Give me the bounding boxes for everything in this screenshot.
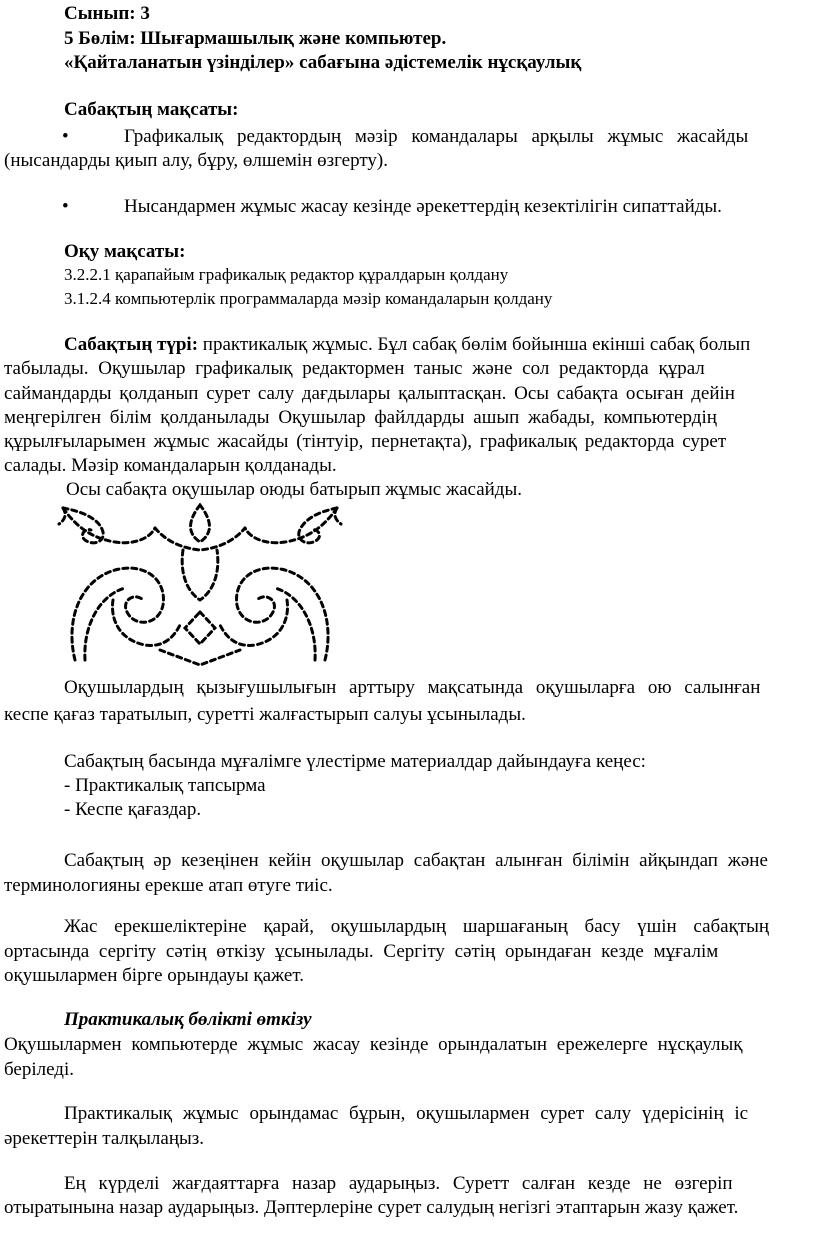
learning-goal-2: 3.1.2.4 компьютерлік программаларда мәзір командаларын қолдану xyxy=(64,289,553,308)
p6-line-2: әрекеттерін талқылаңыз. xyxy=(4,1128,205,1149)
p1-line-1: Оқушылардың қызығушылығын арттыру мақсатында оқушыларға ою салынған xyxy=(64,677,761,698)
p4-line-2: ортасында сергіту сәтің өткізу ұсынылады. Сергіту сәтің орындаған кезде мұғалім xyxy=(4,941,719,962)
p4-line-1: Жас ерекшеліктеріне қарай, оқушылардың шаршағаның басу үшін сабақтың xyxy=(64,916,770,937)
dotted-ornament-pattern-icon xyxy=(55,500,345,670)
p6-line-1: Практикалық жұмыс орындамас бұрын, оқушылармен сурет салу үдерісінің іс xyxy=(64,1103,749,1124)
lesson-goal-2: Нысандармен жұмыс жасау кезінде әрекеттердің кезектілігін сипаттайды. xyxy=(124,196,722,217)
section-line: 5 Бөлім: Шығармашылық және компьютер. xyxy=(64,28,447,49)
lesson-type-line-5: құрылғыларымен жұмыс жасайды (тінтуір, пернетақта), графикалық редакторда сурет xyxy=(4,431,727,452)
lesson-type-text: практикалық жұмыс. Бұл сабақ бөлім бойынша екінші сабақ болып xyxy=(202,334,751,355)
lesson-type-line-1 xyxy=(64,333,750,357)
lesson-type-line-2: табылады. Оқушылар графикалық редактормен таныс және сол редакторда құрал xyxy=(4,358,705,379)
p7-line-1: Ең күрделі жағдаяттарға назар аударыңыз. Суретт салған кезде не өзгеріп xyxy=(64,1173,733,1194)
lesson-goal-1-line-1: Графикалық редактордың мәзір командалары арқылы жұмыс жасайды xyxy=(124,126,749,147)
p1-line-2: кеспе қағаз таратылып, суретті жалғастырып салуы ұсынылады. xyxy=(4,704,526,725)
p4-line-3: оқушылармен бірге орындауы қажет. xyxy=(4,965,304,986)
lesson-type-label: Сабақтың түрі: xyxy=(64,334,199,355)
bullet-icon: • xyxy=(62,126,69,147)
lesson-goal-1-line-2: (нысандарды қиып алу, бұру, өлшемін өзгерту). xyxy=(4,150,388,171)
lesson-type-line-7: Осы сабақта оқушылар оюды батырып жұмыс жасайды. xyxy=(66,479,522,500)
p3-line-2: терминологияны ерекше атап өтуге тиіс. xyxy=(4,875,333,896)
lesson-type-line-3: саймандарды қолданып сурет салу дағдылары қалыптасқан. Осы сабақта осыған дейін xyxy=(4,383,735,404)
lesson-type-line-4: меңгерілген білім қолданылады Оқушылар файлдарды ашып жабады, компьютердің xyxy=(4,407,717,428)
learning-goal-1: 3.2.2.1 қарапайым графикалық редактор құралдарын қолдану xyxy=(64,265,509,284)
p2-item-1: - Практикалық тапсырма xyxy=(64,775,266,796)
lesson-type-line-6: салады. Мәзір командаларын қолданады. xyxy=(4,455,337,476)
p7-line-2: отыратынына назар аударыңыз. Дәптерлеріне сурет салудың негізгі этаптарын жазу қажет. xyxy=(4,1197,739,1218)
p2-item-2: - Кеспе қағаздар. xyxy=(64,799,202,820)
learning-goals-heading: Оқу мақсаты: xyxy=(64,241,186,262)
document-title: «Қайталанатын үзінділер» сабағына әдістемелік нұсқаулық xyxy=(64,52,582,73)
grade-line: Сынып: 3 xyxy=(64,3,150,24)
p5-line-1: Оқушылармен компьютерде жұмыс жасау кезінде орындалатын ережелерге нұсқаулық xyxy=(4,1034,743,1055)
p2-line-1: Сабақтың басында мұғалімге үлестірме материалдар дайындауға кеңес: xyxy=(64,751,646,772)
p3-line-1: Сабақтың әр кезеңінен кейін оқушылар сабақтан алынған білімін айқындап және xyxy=(64,850,768,871)
bullet-icon: • xyxy=(62,196,69,217)
practical-heading: Практикалық бөлікті өткізу xyxy=(64,1009,312,1030)
lesson-goals-heading: Сабақтың мақсаты: xyxy=(64,99,239,120)
p5-line-2: беріледі. xyxy=(4,1059,74,1080)
